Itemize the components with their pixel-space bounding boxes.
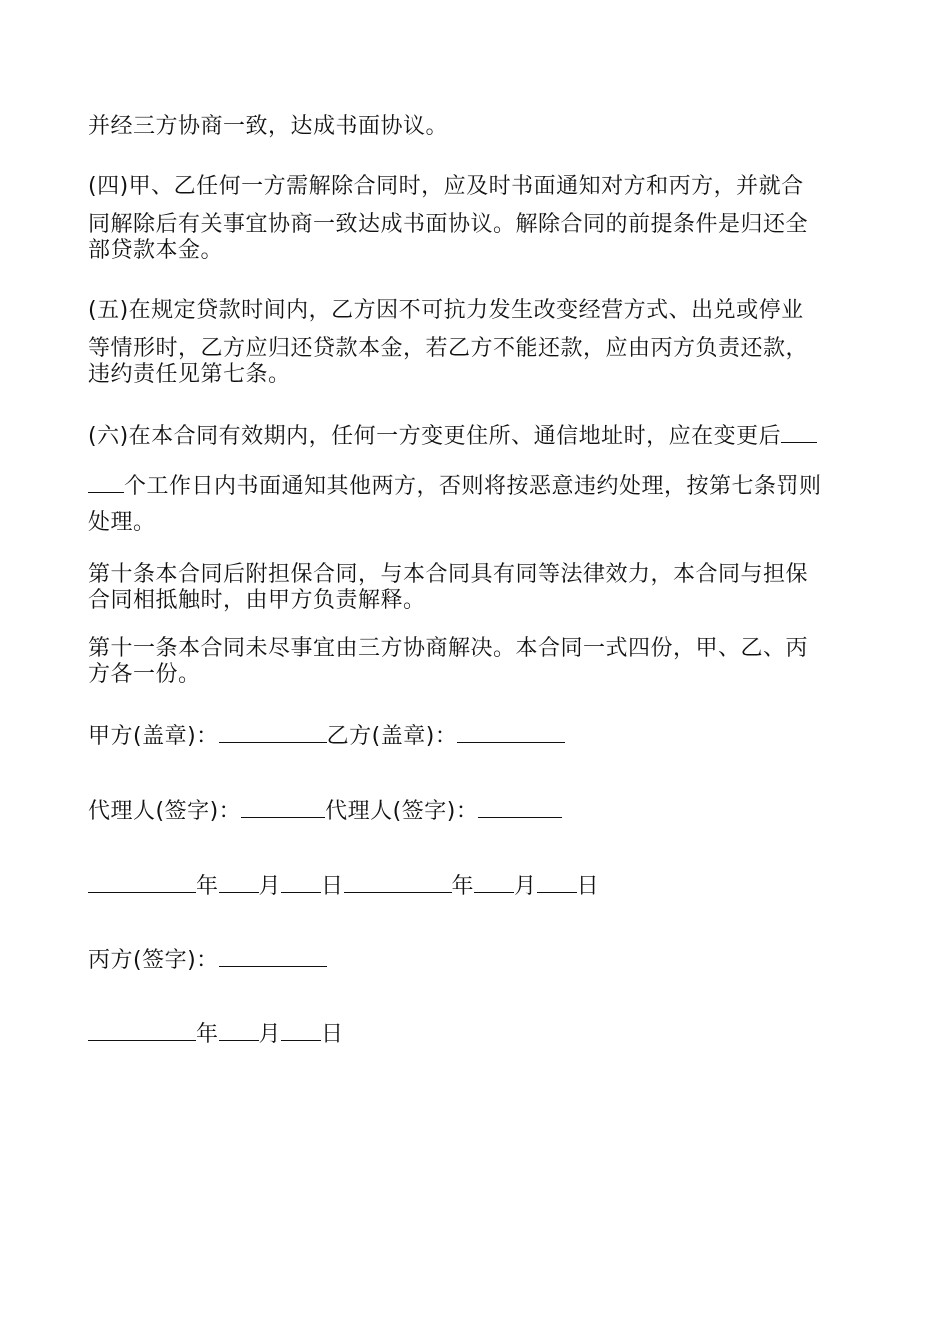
- signature-row-party-c: [88, 946, 878, 974]
- article-11-line-2: 方各一份。: [88, 662, 201, 687]
- date-a-year-label: 年: [196, 874, 219, 899]
- clause-5-line-1: (五)在规定贷款时间内，乙方因不可抗力发生改变经营方式、出兑或停业: [88, 298, 804, 323]
- date-b-day-field: [537, 872, 577, 893]
- days-blank-end: [781, 422, 817, 443]
- agent-b-label: 代理人(签字)：: [325, 799, 479, 824]
- date-a-day-label: 日: [321, 874, 344, 899]
- signature-row-parties: [88, 722, 878, 750]
- date-row-ab: [88, 872, 878, 900]
- party-b-seal-field: [457, 722, 565, 743]
- clause-6-line-3: 处理。: [88, 510, 156, 535]
- date-b-year-label: 年: [451, 874, 475, 899]
- agent-a-label: 代理人(签字)：: [88, 799, 242, 824]
- article-10-line-1: 第十条本合同后附担保合同，与本合同具有同等法律效力，本合同与担保: [88, 562, 809, 587]
- date-a-year-field: [88, 872, 196, 893]
- signature-row-agents: [88, 797, 878, 825]
- clause-6-line-1: [88, 422, 878, 450]
- clause-4-line-1: (四)甲、乙任何一方需解除合同时，应及时书面通知对方和丙方，并就合: [88, 174, 804, 199]
- date-row-c: [88, 1020, 878, 1048]
- date-c-month-label: 月: [258, 1022, 282, 1047]
- clause-4-line-3: 部贷款本金。: [88, 238, 224, 263]
- article-10-line-2: 合同相抵触时，由甲方负责解释。: [88, 588, 426, 613]
- date-b-day-label: 日: [576, 874, 600, 899]
- date-b-month-field: [474, 872, 514, 893]
- clause-6-text-2: 个工作日内书面通知其他两方，否则将按恶意违约处理，按第七条罚则: [124, 474, 822, 499]
- date-c-day-field: [281, 1020, 321, 1041]
- date-c-day-label: 日: [321, 1022, 344, 1047]
- clause-6-text-1: (六)在本合同有效期内，任何一方变更住所、通信地址时，应在变更后: [88, 424, 782, 449]
- date-c-month-field: [219, 1020, 259, 1041]
- date-a-month-field: [219, 872, 259, 893]
- date-a-day-field: [281, 872, 321, 893]
- date-b-month-label: 月: [514, 874, 537, 899]
- clause-5-line-3: 违约责任见第七条。: [88, 362, 291, 387]
- party-c-signature-field: [219, 946, 327, 967]
- date-b-year-field: [344, 872, 452, 893]
- clause-4-line-2: 同解除后有关事宜协商一致达成书面协议。解除合同的前提条件是归还全: [88, 212, 809, 237]
- date-c-year-label: 年: [196, 1022, 219, 1047]
- clause-6-line-2: [88, 472, 878, 500]
- agent-a-signature-field: [241, 797, 325, 818]
- date-c-year-field: [88, 1020, 196, 1041]
- article-11-line-1: 第十一条本合同未尽事宜由三方协商解决。本合同一式四份，甲、乙、丙: [88, 636, 809, 661]
- days-blank-start: [88, 472, 124, 493]
- agent-b-signature-field: [478, 797, 562, 818]
- party-a-label: 甲方(盖章)：: [88, 724, 219, 749]
- party-a-seal-field: [219, 722, 327, 743]
- party-c-label: 丙方(签字)：: [88, 948, 219, 973]
- party-b-label: 乙方(盖章)：: [326, 724, 458, 749]
- clause-5-line-2: 等情形时，乙方应归还贷款本金，若乙方不能还款，应由丙方负责还款，: [88, 336, 809, 361]
- paragraph-intro: 并经三方协商一致，达成书面协议。: [88, 114, 449, 139]
- date-a-month-label: 月: [258, 874, 282, 899]
